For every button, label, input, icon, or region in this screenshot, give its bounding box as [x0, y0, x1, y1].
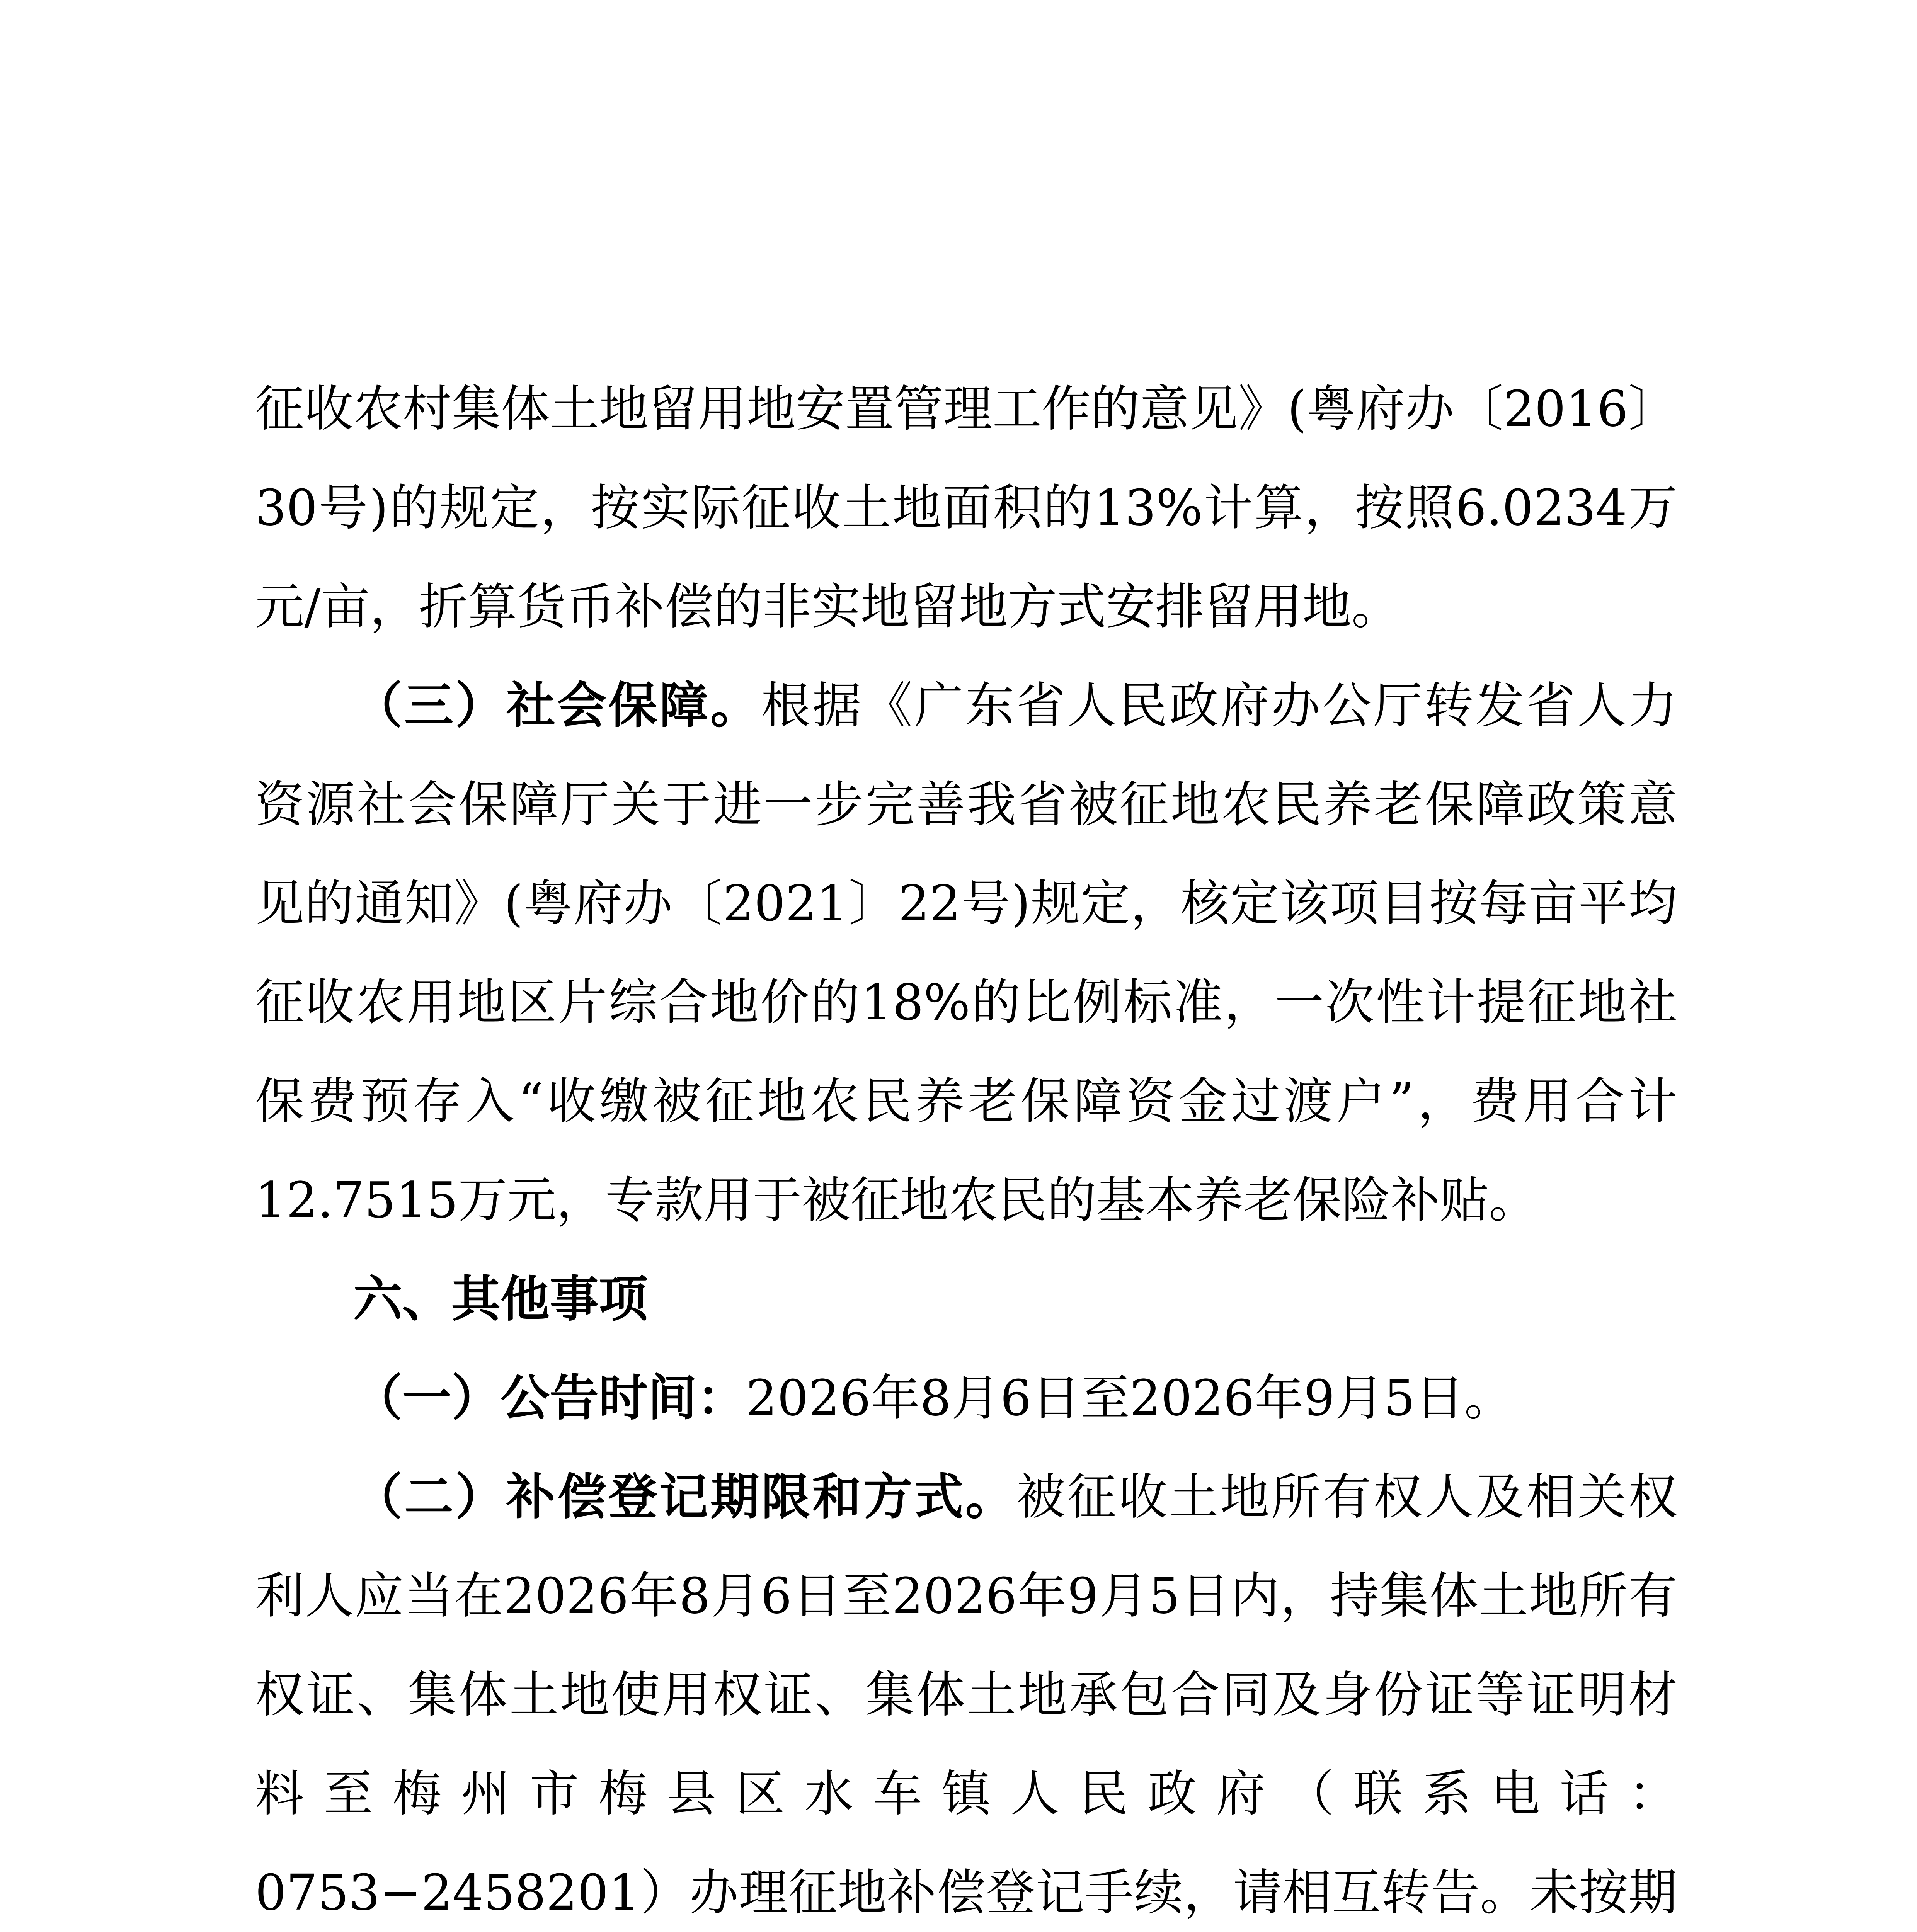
item-lead: （一）公告时间： [353, 1369, 746, 1427]
section-heading: 六、其他事项 [353, 1270, 648, 1328]
document-body [255, 359, 1677, 1932]
paragraph-lead: （三）社会保障。 [353, 677, 761, 734]
item-announcement-time [255, 1349, 1677, 1447]
item-lead: （二）补偿登记期限和方式。 [353, 1468, 1016, 1526]
paragraph-text: 根据《广东省人民政府办公厅转发省人力资源社会保障厅关于进一步完善我省被征地农民养老保障政策意见的通知》(粤府办〔2021〕22号)规定，核定该项目按每亩平均征收农用地区片综合地价的18%的比例标准，一次性计提征地社保费预存入“收缴被征地农民养老保障资金过渡户”，费用合计12.7515万元，专款用于被征地农民的基本养老保险补贴。 [255, 677, 1677, 1229]
paragraph-social-security [255, 656, 1677, 1250]
item-text: 2026年8月6日至2026年9月5日。 [746, 1369, 1514, 1427]
item-text: 被征收土地所有权人及相关权利人应当在2026年8月6日至2026年9月5日内，持集体土地所有权证、集体土地使用权证、集体土地承包合同及身份证等证明材料至梅州市梅县区水车镇人民政府（联系电话：0753−2458201）办理征地补偿登记手续，请相互转告。未按期 [255, 1468, 1677, 1921]
item-compensation-registration [255, 1447, 1677, 1932]
paragraph-continuation [255, 359, 1677, 656]
paragraph-text: 征收农村集体土地留用地安置管理工作的意见》(粤府办〔2016〕30号)的规定，按实际征收土地面积的13%计算，按照6.0234万元/亩，折算货币补偿的非实地留地方式安排留用地。 [255, 380, 1677, 635]
